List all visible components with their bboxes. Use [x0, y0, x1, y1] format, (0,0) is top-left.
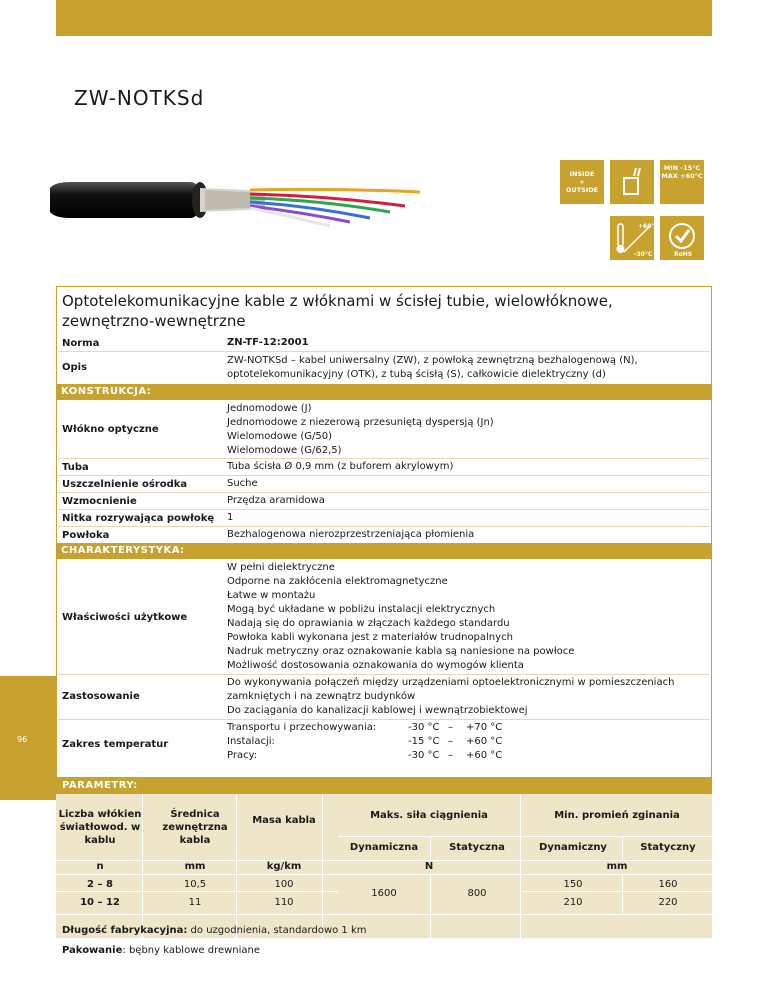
wlokno-line: Jednomodowe (J) — [227, 403, 312, 414]
top-accent-bar — [56, 0, 712, 36]
cable-image — [50, 160, 430, 240]
row-prom-dyn: 150 — [563, 879, 583, 890]
wlasciwosci-label: Właściwości użytkowe — [62, 612, 188, 623]
temp-row-min: -15 °C — [408, 736, 440, 747]
divider — [58, 458, 710, 459]
tuba-label: Tuba — [62, 462, 89, 473]
check-icon — [660, 216, 704, 260]
col-stat-header: Statyczna — [449, 842, 505, 853]
inside-outside-icon: INSIDE + OUTSIDE — [560, 160, 604, 204]
temperatury-label: Zakres temperatur — [62, 739, 169, 750]
svg-text:RoHS: RoHS — [674, 251, 693, 258]
zastosowanie-label: Zastosowanie — [62, 691, 140, 702]
powloka-value: Bezhalogenowa nierozprzestrzeniająca płomienia — [227, 529, 475, 540]
temp-row-dash: – — [448, 736, 453, 747]
svg-text:+60°C: +60°C — [638, 223, 659, 230]
spec-heading: Optotelekomunikacyjne kable z włóknami w ścisłej tubie, wielowłóknowe, zewnętrzno-wewnętrzne — [62, 292, 613, 330]
temp-row-name: Transportu i przechowywania: — [227, 722, 377, 733]
row-liczba: 10 – 12 — [80, 897, 120, 908]
pakowanie-value: : bębny kablowe drewniane — [122, 945, 261, 956]
row-liczba: 2 – 8 — [87, 879, 113, 890]
divider — [58, 674, 710, 675]
wlasciwosci-line: Mogą być układane w pobliżu instalacji elektrycznych — [227, 604, 496, 615]
norma-value: ZN-TF-12:2001 — [227, 337, 309, 348]
temperature-range-icon: MIN -15°C MAX +60°C — [660, 160, 704, 204]
divider — [58, 509, 710, 510]
col-masa-header: Masa kabla — [252, 815, 316, 826]
wzmocnienie-value: Przędza aramidowa — [227, 495, 325, 506]
row-prom-stat: 220 — [658, 897, 678, 908]
wlokno-label: Włókno optyczne — [62, 424, 159, 435]
pakowanie-note — [62, 945, 260, 956]
uszczelnienie-label: Uszczelnienie ośrodka — [62, 479, 188, 490]
row-srednica: 10,5 — [183, 879, 207, 890]
wlokno-line: Wielomodowe (G/62,5) — [227, 445, 342, 456]
tuba-value: Tuba ścisła Ø 0,9 mm (z buforem akrylowym) — [227, 461, 454, 472]
col-stat2-header: Statyczny — [640, 842, 696, 853]
wlasciwosci-line: Możliwość dostosowania oznakowania do wymogów klienta — [227, 660, 524, 671]
dlugosc-value: do uzgodnienia, standardowo 1 km — [187, 925, 367, 936]
dry-core-icon — [610, 160, 654, 204]
zastosowanie-line: zamkniętych i na zewnątrz budynków — [227, 691, 416, 702]
dlugosc-note — [62, 925, 367, 936]
unit-mm: mm — [184, 861, 206, 872]
svg-text:-30°C: -30°C — [634, 251, 653, 258]
divider — [58, 351, 710, 352]
norma-label: Norma — [62, 338, 100, 349]
zastosowanie-line: Do wykonywania połączeń między urządzeniami optoelektronicznymi w pomieszczeniach — [227, 677, 675, 688]
charakterystyka-band: CHARAKTERYSTYKA: — [57, 543, 711, 559]
uszczelnienie-value: Suche — [227, 478, 258, 489]
col-liczba-header: Liczba włókien światłowod. w kablu — [58, 809, 142, 846]
page-number: 96 — [17, 735, 28, 744]
temp-row-dash: – — [448, 750, 453, 761]
page-tab — [0, 676, 56, 800]
wlokno-line: Jednomodowe z niezerową przesuniętą dyspersją (Jn) — [227, 417, 494, 428]
temp-row-min: -30 °C — [408, 722, 440, 733]
temp-row-max: +60 °C — [466, 750, 503, 761]
row-masa: 110 — [274, 897, 294, 908]
opis-line-1: ZW-NOTKSd – kabel uniwersalny (ZW), z powłoką zewnętrzną bezhalogenową (N), — [227, 355, 638, 366]
row-prom-dyn: 210 — [563, 897, 583, 908]
wlokno-line: Wielomodowe (G/50) — [227, 431, 332, 442]
temp-row-name: Instalacji: — [227, 736, 275, 747]
unit-n: n — [96, 861, 104, 872]
divider — [58, 719, 710, 720]
unit-mm2: mm — [606, 861, 628, 872]
unit-kg: kg/km — [266, 861, 302, 872]
wlasciwosci-line: Nadają się do oprawiania w złączach każdego standardu — [227, 618, 510, 629]
powloka-label: Powłoka — [62, 530, 110, 541]
col-sila-header: Maks. siła ciągnienia — [370, 810, 488, 821]
wlasciwosci-line: Łatwe w montażu — [227, 590, 316, 601]
wlasciwosci-line: Odporne na zakłócenia elektromagnetyczne — [227, 576, 448, 587]
nitka-label: Nitka rozrywająca powłokę — [62, 513, 215, 524]
parametry-band: PARAMETRY: — [56, 778, 712, 794]
zastosowanie-line: Do zaciągania do kanalizacji kablowej i wewnątrzobiektowej — [227, 705, 528, 716]
temp-row-min: -30 °C — [408, 750, 440, 761]
nitka-value: 1 — [227, 512, 234, 523]
wlasciwosci-line: W pełni dielektryczne — [227, 562, 335, 573]
temp-row-dash: – — [448, 722, 453, 733]
temp-row-max: +60 °C — [466, 736, 503, 747]
divider — [58, 492, 710, 493]
pakowanie-label: Pakowanie — [62, 945, 123, 956]
dlugosc-label: Długość fabrykacyjna: — [62, 925, 188, 936]
col-promien-header: Min. promień zginania — [554, 810, 680, 821]
row-prom-stat: 160 — [658, 879, 678, 890]
temp-row-name: Pracy: — [227, 750, 258, 761]
page-title: ZW-NOTKSd — [74, 86, 205, 110]
opis-line-2: optotelekomunikacyjny (OTK), z tubą ścisłą (S), całkowicie dielektryczny (d) — [227, 369, 606, 380]
col-dyn2-header: Dynamiczny — [539, 842, 607, 853]
wlasciwosci-line: Powłoka kabli wykonana jest z materiałów trudnopalnych — [227, 632, 513, 643]
col-dyn-header: Dynamiczna — [349, 842, 419, 853]
wlasciwosci-line: Nadruk metryczny oraz oznakowanie kabla są naniesione na powłoce — [227, 646, 575, 657]
thermometer-icon — [610, 216, 659, 260]
temp-row-max: +70 °C — [466, 722, 503, 733]
row-srednica: 11 — [188, 897, 202, 908]
opis-label: Opis — [62, 362, 88, 373]
col-srednica-header: Średnica zewnętrzna kabla — [162, 809, 228, 846]
konstrukcja-band: KONSTRUKCJA: — [57, 384, 711, 400]
divider — [58, 526, 710, 527]
wzmocnienie-label: Wzmocnienie — [62, 496, 137, 507]
row-masa: 100 — [274, 879, 294, 890]
sila-stat-value: 800 — [467, 888, 487, 899]
sila-dyn-value: 1600 — [371, 888, 397, 899]
unit-N: N — [424, 861, 434, 872]
divider — [58, 475, 710, 476]
